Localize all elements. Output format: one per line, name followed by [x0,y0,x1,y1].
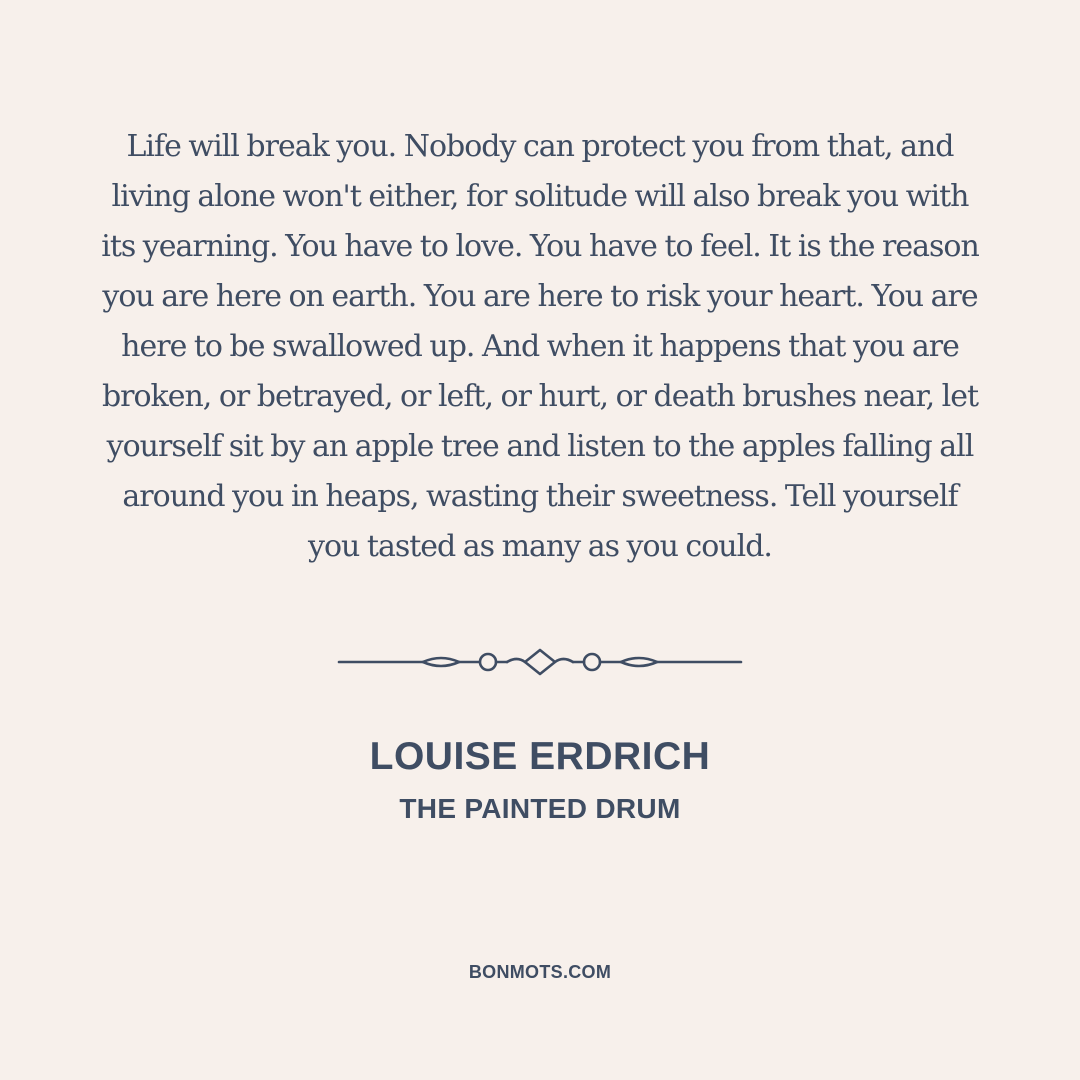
quote-text: Life will break you. Nobody can protect you from that, and living alone won't either, for solitude will also break you with its yearning. You have to love. You have to feel. It is the reason you are here on earth. You are here to risk your heart. You are here to be swallowed up. And when it happens that you are broken, or betrayed, or left, or hurt, or death brushes near, let yourself sit by an apple tree and listen to the apples falling all around you in heaps, wasting their sweetness. Tell yourself you tasted as many as you could. [101,129,979,564]
author-name: LOUISE ERDRICH [369,735,711,778]
source-title: THE PAINTED DRUM [399,793,681,824]
site-credit: BONMOTS.COM [468,962,612,982]
ornamental-divider-icon [335,644,745,680]
